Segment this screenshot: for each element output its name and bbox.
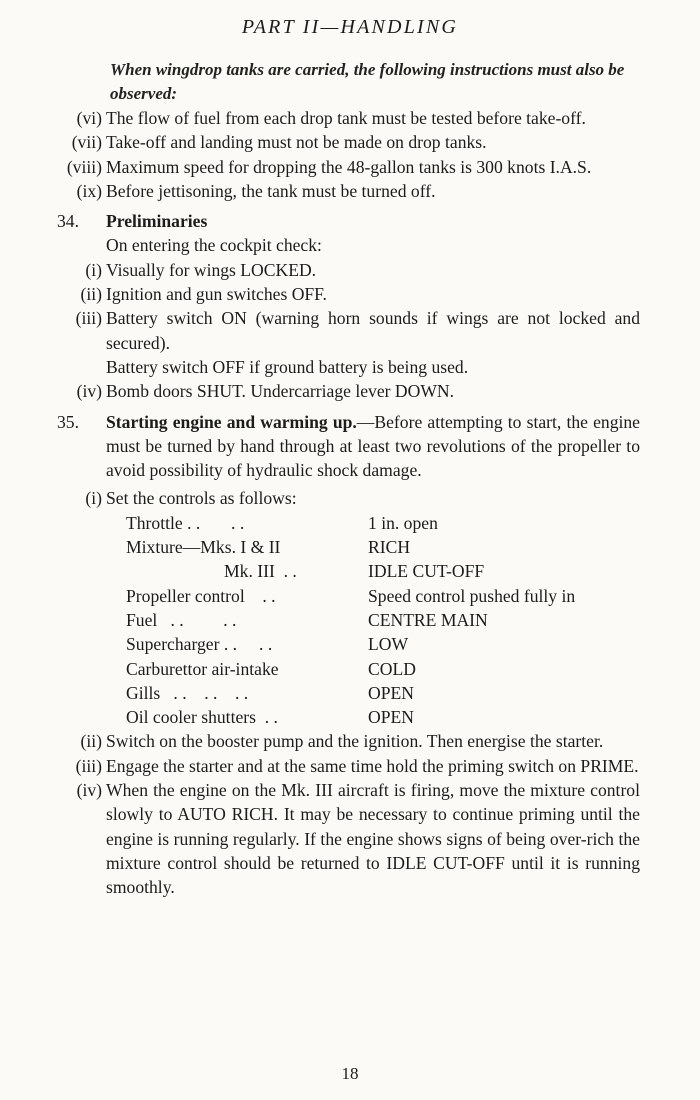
item-number: (viii) <box>66 156 102 177</box>
item-number: (i) <box>85 259 102 280</box>
setting-value: COLD <box>368 658 416 679</box>
page-body <box>0 106 700 900</box>
list-item-iv <box>0 778 700 899</box>
item-text: Set the controls as follows: <box>106 488 297 509</box>
section-35-paragraph <box>0 410 700 483</box>
setting-value: Speed control pushed fully in <box>368 585 576 606</box>
section-34-lead <box>0 233 700 257</box>
setting-label: Mixture—Mks. I & II <box>126 537 281 558</box>
list-item-viii <box>0 155 700 179</box>
table-row <box>126 584 700 608</box>
table-row <box>126 705 700 729</box>
item-text: Maximum speed for dropping the 48-gallon tanks is 300 knots I.A.S. <box>106 156 592 177</box>
item-text: Ignition and gun switches OFF. <box>106 284 327 305</box>
item-number: (vii) <box>71 132 102 153</box>
item-text: Battery switch OFF if ground battery is being used. <box>106 356 469 377</box>
table-row <box>126 632 700 656</box>
item-text: Take-off and landing must not be made on drop tanks. <box>106 132 487 153</box>
table-row <box>126 559 700 583</box>
list-item-iv <box>0 379 700 403</box>
item-text: When the engine on the Mk. III aircraft is firing, move the mixture control slowly to AUTO RICH. It may be necessary to continue priming until the engine is running regularly. If the engine shows signs of being over-rich the mixture control should be returned to IDLE CUT-OFF until it is running smoothly. <box>106 780 640 898</box>
list-item-ii <box>0 282 700 306</box>
table-row <box>126 511 700 535</box>
table-row <box>126 681 700 705</box>
item-text: The flow of fuel from each drop tank must be tested before take-off. <box>106 108 586 128</box>
item-number: (ii) <box>80 731 102 752</box>
table-row <box>126 535 700 559</box>
setting-value: LOW <box>368 634 409 655</box>
list-item-ix <box>0 179 700 203</box>
list-item-ii <box>0 729 700 753</box>
setting-label: Gills . . . . . . <box>126 682 249 703</box>
page-number: 18 <box>341 1064 359 1083</box>
page-heading: PART II—HANDLING <box>241 16 459 38</box>
list-item-i <box>0 258 700 282</box>
item-text: Battery switch ON (warning horn sounds if wings are not locked and secured). <box>106 308 640 353</box>
section-text: —Before attempting to start, the engine must be turned by hand through at least two revolutions of the propeller to avoid possibility of hydraulic shock damage. <box>106 411 640 481</box>
table-row <box>126 657 700 681</box>
setting-value: IDLE CUT-OFF <box>368 561 485 582</box>
setting-value: RICH <box>368 537 411 558</box>
item-text: Before jettisoning, the tank must be turned off. <box>106 180 436 201</box>
list-item-iii <box>0 306 700 355</box>
item-number: (vi) <box>76 108 102 128</box>
section-number: 34. <box>57 211 79 232</box>
item-number: (iv) <box>76 381 102 402</box>
section-34-heading <box>0 209 700 233</box>
item-number: (ix) <box>76 180 102 201</box>
setting-value: OPEN <box>368 682 414 703</box>
item-number: (i) <box>85 488 102 509</box>
setting-value: CENTRE MAIN <box>368 609 488 630</box>
item-number: (iv) <box>76 780 102 801</box>
drop-tank-intro: When wingdrop tanks are carried, the following instructions must also be observed: <box>110 60 625 103</box>
setting-label: Oil cooler shutters . . <box>126 707 278 728</box>
setting-label: Mk. III . . <box>224 561 297 582</box>
control-settings-table <box>126 511 700 730</box>
setting-value: 1 in. open <box>368 512 438 533</box>
setting-label: Throttle . . . . <box>126 512 245 533</box>
setting-label: Carburettor air-intake <box>126 658 279 679</box>
setting-label: Fuel . . . . <box>126 609 237 630</box>
item-text: Visually for wings LOCKED. <box>106 259 317 280</box>
item-number: (iii) <box>75 308 102 329</box>
list-item-i <box>0 486 700 510</box>
section-title: Preliminaries <box>106 211 208 232</box>
item-number: (iii) <box>75 755 102 776</box>
list-item-iii <box>0 754 700 778</box>
table-row <box>126 608 700 632</box>
setting-value: OPEN <box>368 707 414 728</box>
section-number: 35. <box>57 411 79 432</box>
list-item-iii-continued <box>0 355 700 379</box>
setting-label: Propeller control . . <box>126 585 276 606</box>
list-item-vii <box>0 130 700 154</box>
section-lead-text: On entering the cockpit check: <box>106 235 322 256</box>
item-text: Switch on the booster pump and the ignition. Then energise the starter. <box>106 731 604 752</box>
setting-label: Supercharger . . . . <box>126 634 273 655</box>
list-item-vi <box>0 106 700 130</box>
item-text: Bomb doors SHUT. Undercarriage lever DOWN. <box>106 381 455 402</box>
section-title: Starting engine and warming up. <box>106 411 357 432</box>
item-number: (ii) <box>80 284 102 305</box>
item-text: Engage the starter and at the same time hold the priming switch on PRIME. <box>106 755 639 776</box>
